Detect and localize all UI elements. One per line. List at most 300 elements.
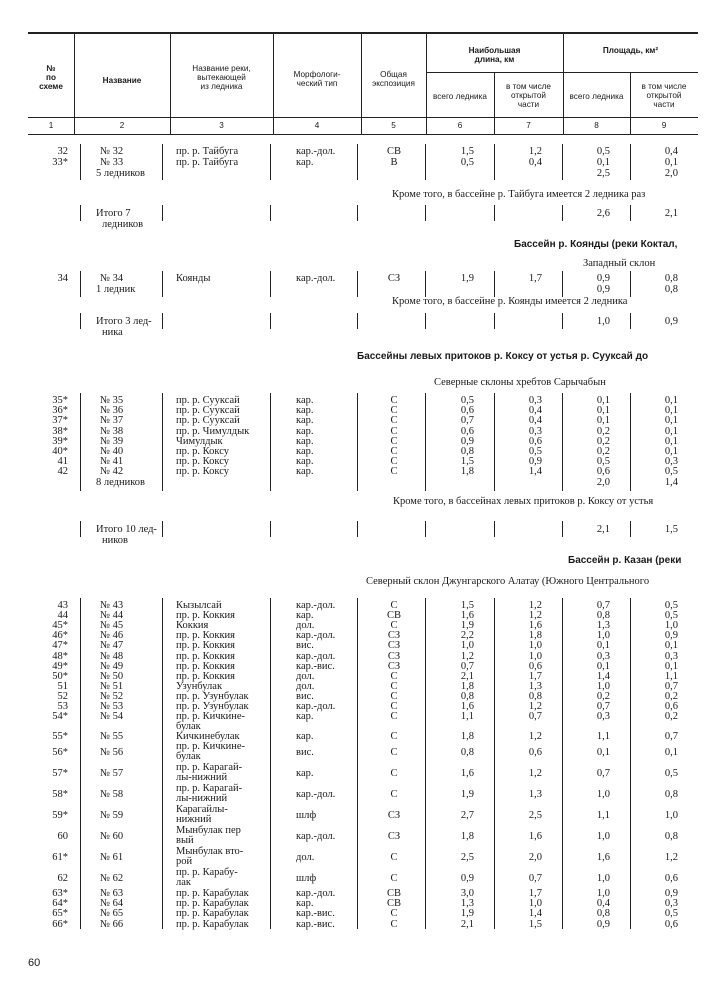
column-tick [562, 144, 563, 180]
glacier-number: 35* [52, 395, 68, 406]
morphological-type: кар. [296, 711, 314, 723]
area-open: 0,4 [664, 146, 678, 157]
column-tick [630, 521, 631, 537]
area-total: 0,3 [596, 711, 610, 723]
river-name: Мынбулак вто- [176, 846, 244, 858]
column-tick [357, 144, 358, 180]
length-open: 0,6 [528, 435, 542, 447]
exposition: СЗ [387, 630, 401, 642]
glacier-number: 47* [52, 640, 68, 652]
morphological-type: шлф [296, 873, 317, 885]
river-name: пр. р. Карабу- [176, 867, 238, 879]
exposition: СЗ [387, 810, 401, 822]
column-tick [630, 598, 631, 929]
area-total: 0,2 [596, 446, 610, 457]
glacier-number: 63* [52, 888, 68, 900]
glacier-name: № 47 [100, 640, 124, 652]
glacier-name: № 45 [100, 620, 124, 632]
glacier-number: 64* [52, 898, 68, 910]
area-open: 0,8 [664, 831, 678, 843]
header-area-group: Площадь, км² [602, 46, 659, 55]
river-name: пр. р. Карабулак [176, 888, 249, 900]
length-total: 2,7 [460, 810, 474, 822]
length-open: 0,6 [528, 747, 542, 759]
glacier-number: 46* [52, 630, 68, 642]
length-total: 2,2 [460, 630, 474, 642]
length-total: 1,8 [460, 831, 474, 843]
length-open: 1,2 [528, 768, 542, 780]
exposition: С [390, 711, 398, 723]
col-number: 1 [48, 121, 54, 130]
exposition: СВ [386, 898, 401, 910]
area-total: 0,1 [596, 660, 610, 672]
col-number: 3 [219, 121, 224, 130]
summary-area-open: 2,0 [664, 168, 678, 179]
area-total: 0,5 [596, 146, 610, 157]
river-name: пр. р. Коккия [176, 610, 236, 622]
column-tick [425, 393, 426, 491]
length-total: 1,9 [460, 620, 474, 632]
glacier-name: № 41 [100, 456, 124, 468]
river-name: рой [176, 856, 193, 868]
glacier-number: 50* [52, 670, 68, 682]
area-open: 1,0 [664, 620, 678, 632]
length-open: 0,5 [528, 446, 542, 457]
exposition: С [390, 670, 398, 682]
header-col7: в том числе открытой части [505, 82, 551, 109]
morphological-type: дол. [296, 620, 315, 632]
length-total: 0,9 [460, 873, 474, 885]
length-total: 1,3 [460, 898, 474, 910]
glacier-name: № 43 [100, 600, 124, 611]
column-tick [494, 313, 495, 329]
glacier-name: № 51 [100, 680, 124, 692]
area-open: 0,1 [664, 425, 678, 437]
area-total: 0,1 [596, 395, 610, 406]
length-open: 1,0 [528, 650, 542, 662]
length-total: 0,7 [460, 415, 474, 427]
area-total: 1,1 [596, 731, 610, 743]
column-tick [494, 521, 495, 537]
glacier-number: 40* [52, 446, 68, 457]
col-number: 5 [391, 121, 396, 130]
column-tick [357, 313, 358, 329]
area-total: 0,1 [596, 747, 610, 759]
exposition: С [390, 690, 398, 702]
river-name: лак [176, 877, 192, 889]
river-name: пр. р. Коккия [176, 660, 236, 672]
column-tick [270, 521, 271, 537]
column-tick [562, 521, 563, 537]
morphological-type: кар.-дол. [296, 888, 336, 900]
river-name: пр. р. Коккия [176, 640, 236, 652]
glacier-number: 58* [52, 789, 68, 801]
length-open: 0,8 [528, 690, 542, 702]
area-total: 0,4 [596, 898, 610, 910]
area-open: 0,1 [664, 446, 678, 457]
column-tick [80, 521, 81, 537]
glacier-name: № 33 [100, 157, 124, 168]
morphological-type: кар. [296, 610, 314, 622]
length-open: 1,3 [528, 789, 542, 801]
column-tick [425, 598, 426, 929]
river-name: Кичкинебулак [176, 731, 240, 743]
exposition: СВ [386, 888, 401, 900]
length-open: 1,2 [528, 731, 542, 743]
area-total: 1,0 [596, 789, 610, 801]
length-total: 2,1 [460, 918, 474, 930]
exposition: С [390, 415, 398, 427]
length-total: 0,5 [460, 157, 474, 168]
area-open: 0,9 [664, 630, 678, 642]
exposition: С [390, 395, 398, 406]
river-name: пр. р. Коксу [176, 446, 229, 457]
glacier-name: № 39 [100, 435, 124, 447]
area-open: 0,1 [664, 395, 678, 406]
glacier-name: № 32 [100, 146, 124, 157]
area-total: 0,1 [596, 405, 610, 417]
area-open: 0,3 [664, 898, 678, 910]
glacier-number: 62 [57, 873, 68, 885]
section-title-koyandy: Бассейн р. Коянды (реки Коктал, [514, 239, 678, 250]
river-name: Карагайлы- [176, 804, 228, 816]
glacier-name: № 59 [100, 810, 124, 822]
area-open: 0,1 [664, 415, 678, 427]
area-open: 0,2 [664, 711, 678, 723]
header-col6: всего ледника [433, 92, 487, 101]
glacier-number: 65* [52, 908, 68, 920]
length-total: 1,2 [460, 650, 474, 662]
glacier-number: 39* [52, 435, 68, 447]
glacier-number: 44 [57, 610, 68, 622]
column-tick [357, 598, 358, 929]
column-tick [80, 271, 81, 297]
column-tick [562, 205, 563, 221]
area-open: 0,1 [664, 660, 678, 672]
page-number: 60 [28, 957, 41, 969]
total-area: 1,0 [596, 316, 610, 327]
river-name: пр. р. Карагай- [176, 783, 243, 795]
column-tick [162, 271, 163, 297]
length-open: 1,0 [528, 640, 542, 652]
column-tick [357, 521, 358, 537]
area-open: 0,7 [664, 731, 678, 743]
area-total: 0,1 [596, 415, 610, 427]
glacier-number: 43 [57, 600, 68, 611]
length-open: 1,6 [528, 831, 542, 843]
exposition: С [390, 466, 398, 478]
exposition: С [390, 456, 398, 468]
column-tick [270, 205, 271, 221]
column-tick [562, 271, 563, 297]
total-label: Итого 7 [96, 208, 131, 219]
area-total: 0,1 [596, 640, 610, 652]
col-number: 7 [526, 121, 531, 130]
total-label: ников [102, 535, 129, 546]
river-name: пр. р. Сууксай [176, 405, 240, 417]
length-total: 1,5 [460, 456, 474, 468]
column-tick [630, 393, 631, 491]
column-tick [425, 521, 426, 537]
exposition: С [390, 446, 398, 457]
column-tick [494, 598, 495, 929]
column-tick [162, 598, 163, 929]
glacier-number: 36* [52, 405, 68, 417]
length-open: 0,7 [528, 873, 542, 885]
exposition: С [390, 747, 398, 759]
morphological-type: дол. [296, 670, 315, 682]
river-name: вый [176, 835, 194, 847]
morphological-type: кар. [296, 415, 314, 427]
morphological-type: кар. [296, 157, 314, 168]
area-total: 0,8 [596, 610, 610, 622]
river-name: Мынбулак пер [176, 825, 241, 837]
column-tick [562, 598, 563, 929]
exposition: С [390, 873, 398, 885]
morphological-type: кар.-вис. [296, 908, 335, 920]
area-total: 0,9 [596, 918, 610, 930]
length-total: 0,6 [460, 405, 474, 417]
column-tick [630, 313, 631, 329]
summary-area: 2,0 [596, 476, 610, 488]
length-total: 1,5 [460, 146, 474, 157]
river-name: пр. р. Кичкине- [176, 741, 246, 753]
morphological-type: кар. [296, 395, 314, 406]
glacier-count: 8 ледников [96, 476, 145, 488]
river-name: пр. р. Кичкине- [176, 711, 246, 723]
glacier-number: 60 [57, 831, 68, 843]
column-tick [562, 393, 563, 491]
glacier-count: 1 ледник [96, 284, 136, 295]
area-open: 1,0 [664, 810, 678, 822]
length-open: 1,2 [528, 610, 542, 622]
glacier-number: 42 [57, 466, 68, 478]
morphological-type: кар. [296, 446, 314, 457]
total-area-open: 1,5 [664, 524, 678, 535]
length-total: 1,6 [460, 768, 474, 780]
col-number: 8 [594, 121, 599, 130]
length-total: 1,0 [460, 640, 474, 652]
exposition: СЗ [387, 273, 401, 284]
column-tick [425, 205, 426, 221]
length-open: 1,3 [528, 680, 542, 692]
morphological-type: кар.-дол. [296, 650, 336, 662]
glacier-number: 45* [52, 620, 68, 632]
length-open: 1,0 [528, 898, 542, 910]
total-label: Итого 10 лед- [96, 524, 157, 535]
glacier-number: 53 [57, 701, 68, 712]
area-total: 0,6 [596, 466, 610, 478]
area-open: 0,8 [664, 789, 678, 801]
glacier-name: № 35 [100, 395, 124, 406]
river-name: пр. р. Тайбуга [176, 157, 239, 168]
area-total: 0,7 [596, 600, 610, 611]
length-total: 1,8 [460, 466, 474, 478]
header-col1: № по схеме [39, 64, 63, 91]
note-block2: Кроме того, в бассейне р. Коянды имеется 2 ледника [392, 296, 628, 307]
note-block1: Кроме того, в бассейне р. Тайбуга имеется 2 ледника раз [392, 189, 646, 200]
morphological-type: кар. [296, 456, 314, 468]
area-total: 0,7 [596, 768, 610, 780]
morphological-type: кар.-дол. [296, 789, 336, 801]
exposition: С [390, 789, 398, 801]
section-title-kazan: Бассейн р. Казан (реки [568, 555, 682, 566]
area-total: 1,0 [596, 680, 610, 692]
area-open: 0,1 [664, 640, 678, 652]
summary-area-open: 1,4 [664, 476, 678, 488]
column-tick [494, 271, 495, 297]
river-name: пр. р. Сууксай [176, 415, 240, 427]
column-tick [425, 271, 426, 297]
section-title-koksu: Бассейны левых притоков р. Коксу от устья р. Сууксай до [357, 351, 649, 362]
area-total: 1,0 [596, 630, 610, 642]
glacier-name: № 57 [100, 768, 124, 780]
total-label: ледников [102, 219, 144, 230]
area-total: 1,0 [596, 888, 610, 900]
length-open: 0,3 [528, 395, 542, 406]
length-total: 1,6 [460, 610, 474, 622]
column-tick [494, 205, 495, 221]
river-name: пр. р. Карабулак [176, 898, 249, 910]
exposition: С [390, 768, 398, 780]
column-tick [494, 393, 495, 491]
morphological-type: вис. [296, 640, 314, 652]
col-number: 6 [457, 121, 463, 130]
length-open: 2,5 [528, 810, 542, 822]
morphological-type: кар. [296, 435, 314, 447]
morphological-type: кар. [296, 898, 314, 910]
area-open: 0,8 [664, 273, 678, 284]
glacier-number: 66* [52, 918, 68, 930]
morphological-type: вис. [296, 690, 314, 702]
glacier-name: № 60 [100, 831, 124, 843]
column-tick [270, 271, 271, 297]
morphological-type: кар. [296, 731, 314, 743]
area-total: 0,2 [596, 690, 610, 702]
river-name: пр. р. Узунбулак [176, 701, 249, 712]
morphological-type: шлф [296, 810, 317, 822]
river-name: булак [176, 721, 201, 733]
area-total: 0,8 [596, 908, 610, 920]
length-total: 0,8 [460, 690, 474, 702]
river-name: пр. р. Карабулак [176, 908, 249, 920]
length-total: 1,9 [460, 908, 474, 920]
length-open: 0,4 [528, 405, 542, 417]
length-total: 0,5 [460, 395, 474, 406]
area-open: 0,5 [664, 610, 678, 622]
river-name: Узунбулак [176, 680, 223, 692]
glacier-name: № 63 [100, 888, 124, 900]
column-tick [630, 271, 631, 297]
exposition: С [390, 405, 398, 417]
length-open: 1,7 [528, 670, 542, 682]
header-col9: в том числе открытой части [641, 82, 687, 109]
length-open: 1,2 [528, 701, 542, 712]
glacier-name: № 61 [100, 852, 124, 864]
area-open: 1,1 [664, 670, 678, 682]
glacier-number: 59* [52, 810, 68, 822]
length-total: 1,5 [460, 600, 474, 611]
river-name: пр. р. Карагай- [176, 762, 243, 774]
area-open: 0,5 [664, 600, 678, 611]
length-total: 0,8 [460, 446, 474, 457]
river-name: пр. р. Коксу [176, 456, 229, 468]
morphological-type: кар. [296, 425, 314, 437]
summary-area: 2,5 [596, 168, 610, 179]
column-tick [357, 271, 358, 297]
column-tick [162, 144, 163, 180]
glacier-name: № 48 [100, 650, 124, 662]
length-open: 1,6 [528, 620, 542, 632]
glacier-number: 37* [52, 415, 68, 427]
column-tick [80, 205, 81, 221]
area-open: 0,3 [664, 456, 678, 468]
area-total: 1,6 [596, 852, 610, 864]
length-total: 0,9 [460, 435, 474, 447]
glacier-number: 57* [52, 768, 68, 780]
exposition: В [390, 157, 398, 168]
area-open: 0,1 [664, 747, 678, 759]
length-open: 0,3 [528, 425, 542, 437]
exposition: СЗ [387, 660, 401, 672]
glacier-name: № 52 [100, 690, 124, 702]
column-tick [270, 144, 271, 180]
total-label: Итого 3 лед- [96, 316, 152, 327]
area-total: 1,4 [596, 670, 610, 682]
column-tick [630, 144, 631, 180]
total-area-open: 0,9 [664, 316, 678, 327]
river-name: пр. р. Коккия [176, 650, 236, 662]
area-open: 0,5 [664, 768, 678, 780]
glacier-name: № 62 [100, 873, 124, 885]
area-open: 0,2 [664, 690, 678, 702]
length-open: 0,6 [528, 660, 542, 672]
length-open: 1,7 [528, 273, 542, 284]
length-total: 3,0 [460, 888, 474, 900]
area-open: 0,1 [664, 435, 678, 447]
glacier-number: 41 [57, 456, 68, 468]
area-open: 1,2 [664, 852, 678, 864]
morphological-type: дол. [296, 852, 315, 864]
area-total: 0,9 [596, 273, 610, 284]
column-tick [270, 598, 271, 929]
glacier-name: № 65 [100, 908, 124, 920]
summary-area-open: 0,8 [664, 284, 678, 295]
area-total: 0,5 [596, 456, 610, 468]
section-subtitle-koksu: Северные склоны хребтов Сарычабын [434, 377, 606, 388]
river-name: пр. р. Узунбулак [176, 690, 249, 702]
area-total: 1,1 [596, 810, 610, 822]
glacier-name: № 50 [100, 670, 124, 682]
glacier-name: № 34 [100, 273, 124, 284]
glacier-name: № 37 [100, 415, 124, 427]
glacier-number: 49* [52, 660, 68, 672]
glacier-number: 54* [52, 711, 68, 723]
river-name: нижний [176, 814, 212, 826]
column-tick [162, 205, 163, 221]
river-name: пр. р. Коксу [176, 466, 229, 478]
glacier-name: № 49 [100, 660, 124, 672]
area-total: 0,7 [596, 701, 610, 712]
morphological-type: кар.-дол. [296, 701, 336, 712]
column-tick [270, 313, 271, 329]
header-col2: Название [102, 76, 142, 85]
length-total: 0,8 [460, 747, 474, 759]
header-col4: Морфологи- ческий тип [293, 70, 341, 88]
glacier-number: 55* [52, 731, 68, 743]
area-total: 1,0 [596, 831, 610, 843]
area-open: 0,9 [664, 888, 678, 900]
